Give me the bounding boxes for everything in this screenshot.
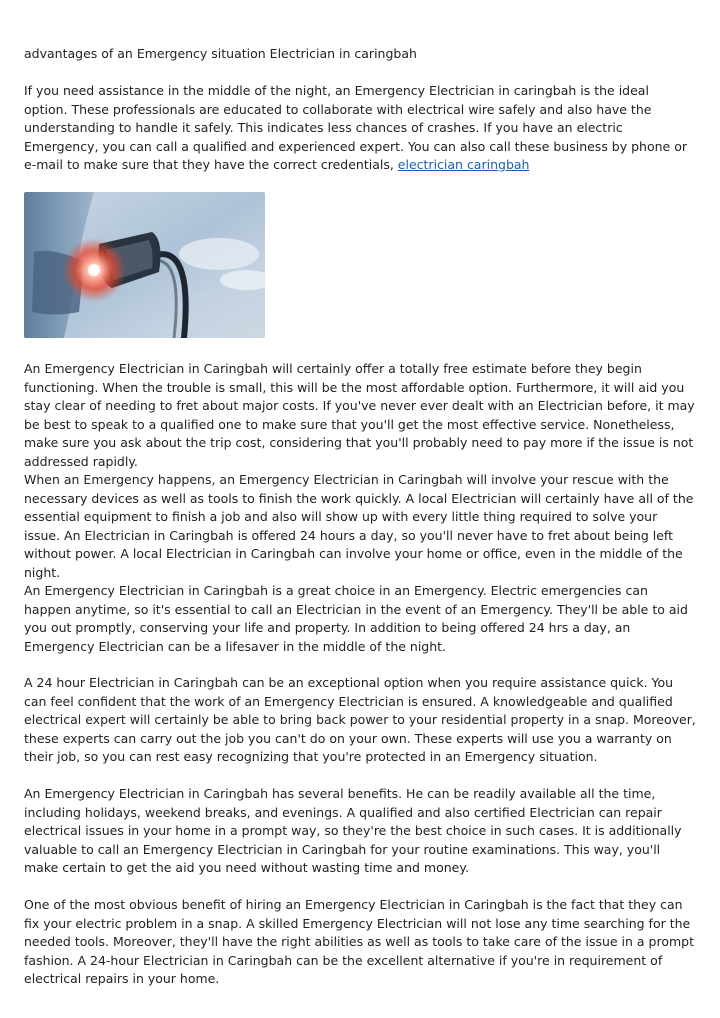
electrician-caringbah-link[interactable]: electrician caringbah — [397, 157, 530, 172]
paragraph-2: When an Emergency happens, an Emergency Electrician in Caringbah will involve your rescue with the necessary devices as well as tools to finish the work quickly. A local Electrician will certainly have all of the essential equipment to finish a job and also will show up with every little thing required to solve your issue. An Electrician in Caringbah is offered 24 hours a day, so you'll never have to fret about being left without power. A local Electrician in Caringbah can involve your home or office, even in the middle of the night. — [24, 472, 694, 580]
paragraph-1: An Emergency Electrician in Caringbah will certainly offer a totally free estimate before they begin functioning. When the trouble is small, this will be the most affordable option. Furthermore, it will aid you stay clear of needing to fret about major costs. If you've never ever dealt with an Electrician before, it may be best to speak to a qualified one to make sure that you'll get the most effective service. Nonetheless, make sure you ask about the trip cost, considering that you'll probably need to pay more if the issue is not addressed rapidly. — [24, 361, 695, 469]
intro-text: If you need assistance in the middle of the night, an Emergency Electrician in caringbah is the ideal option. These professionals are educated to collaborate with electrical wire safely and also have the understanding to handle it safely. This indicates less chances of crashes. If you have an electric Emergency, you can call a qualified and experienced expert. You can also call these business by phone or e-mail to make sure that they have the correct credentials, — [24, 83, 687, 172]
paragraph-4: A 24 hour Electrician in Caringbah can be an exceptional option when you require assistance quick. You can feel confident that the work of an Emergency Electrician is ensured. A knowledgeable and qualified electrical expert will certainly be able to bring back power to your residential property in a snap. Moreover, these experts can carry out the job you can't do on your own. These experts will use you a warranty on their job, so you can rest easy recognizing that you're protected in an Emergency situation. — [24, 675, 696, 764]
paragraph-5: An Emergency Electrician in Caringbah has several benefits. He can be readily available all the time, including holidays, weekend breaks, and evenings. A qualified and also certified Electrician can repair electrical issues in your home in a prompt way, so they're the best choice in such cases. It is additionally valuable to call an Emergency Electrician in Caringbah for your routine examinations. This way, you'll make certain to get the aid you need without wasting time and money. — [24, 786, 682, 875]
paragraph-3: An Emergency Electrician in Caringbah is a great choice in an Emergency. Electric emergencies can happen anytime, so it's essential to call an Electrician in the event of an Emergency. They'll be able to aid you out promptly, conserving your life and property. In addition to being offered 24 hrs a day, an Emergency Electrician can be a lifesaver in the middle of the night. — [24, 583, 688, 654]
paragraph-6: One of the most obvious benefit of hiring an Emergency Electrician in Caringbah is the fact that they can fix your electric problem in a snap. A skilled Emergency Electrician will not lose any time searching for the needed tools. Moreover, they'll have the right abilities as well as tools to take care of the issue in a prompt fashion. A 24-hour Electrician in Caringbah can be the excellent alternative if you're in requirement of electrical repairs in your home. — [24, 897, 695, 986]
ev-charging-plug-image — [24, 192, 265, 338]
document-title: advantages of an Emergency situation Electrician in caringbah — [24, 46, 417, 61]
intro-paragraph — [24, 82, 696, 175]
